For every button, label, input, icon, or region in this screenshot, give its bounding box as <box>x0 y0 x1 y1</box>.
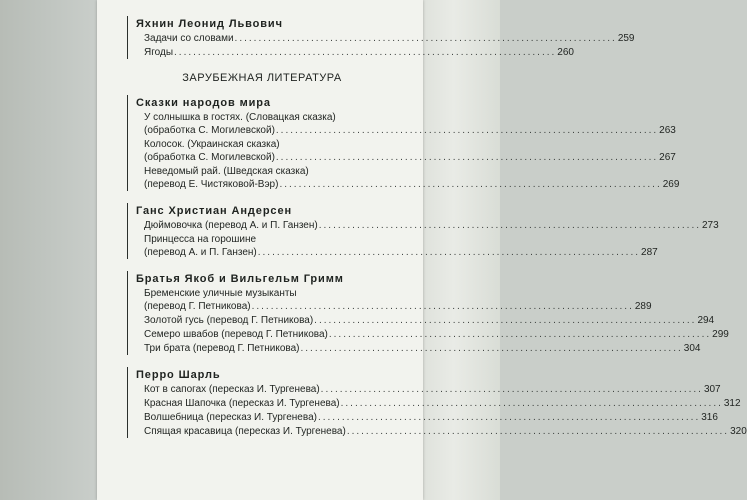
toc-entry[interactable] <box>136 32 635 45</box>
entry-last-line <box>144 314 715 327</box>
entry-last-line <box>144 32 635 45</box>
author-block <box>127 203 719 259</box>
page-number: 269 <box>662 179 680 190</box>
leader-dots: ................................................................................ <box>300 343 683 354</box>
entry-title-line: (перевод А. и П. Ганзен) <box>144 247 257 258</box>
entry-last-line <box>144 46 574 59</box>
author-name: Сказки народов мира <box>136 97 271 109</box>
leader-dots: ................................................................................ <box>320 384 703 395</box>
leader-dots: ................................................................................ <box>314 315 697 326</box>
entry-title-line: Семеро швабов (перевод Г. Петникова) <box>144 329 328 340</box>
entry-last-line <box>144 124 676 137</box>
toc-entry[interactable] <box>136 111 676 137</box>
author-name: Ганс Христиан Андерсен <box>136 205 293 217</box>
leader-dots: ................................................................................ <box>346 426 730 437</box>
entry-last-line <box>144 342 701 355</box>
entry-last-line <box>144 328 729 341</box>
entry-last-line <box>144 151 676 164</box>
toc-entry[interactable] <box>136 165 680 191</box>
page-number: 307 <box>703 384 721 395</box>
entry-title-line: (перевод Г. Петникова) <box>144 301 251 312</box>
page-number: 259 <box>617 33 635 44</box>
table-of-contents <box>127 16 747 450</box>
entry-title-line: Дюймовочка (перевод А. и П. Ганзен) <box>144 220 318 231</box>
toc-entry[interactable] <box>136 397 741 410</box>
page-number: 273 <box>702 220 719 231</box>
page-number: 294 <box>697 315 715 326</box>
leader-dots: ................................................................................ <box>340 398 723 409</box>
entry-title-line: (обработка С. Могилевской) <box>144 125 275 136</box>
toc-entry[interactable] <box>136 342 701 355</box>
entry-title-line: Кот в сапогах (пересказ И. Тургенева) <box>144 384 320 395</box>
entry-title-line: Колосок. (Украинская сказка) <box>144 139 280 150</box>
entry-title-line: Ягоды <box>144 47 174 58</box>
section-title: ЗАРУБЕЖНАЯ ЛИТЕРАТУРА <box>182 72 342 84</box>
entry-last-line <box>144 397 741 410</box>
page-number: 260 <box>557 47 574 58</box>
entry-title-line: Задачи со словами <box>144 33 234 44</box>
toc-entry[interactable] <box>136 233 658 259</box>
entry-last-line <box>144 246 658 259</box>
page-number: 316 <box>701 412 718 423</box>
leader-dots: ................................................................................ <box>234 33 617 44</box>
leader-dots: ................................................................................ <box>279 179 662 190</box>
book-left-edge <box>0 0 97 500</box>
page-number: 289 <box>634 301 652 312</box>
entry-title-line: Неведомый рай. (Шведская сказка) <box>144 166 309 177</box>
entry-last-line <box>144 178 680 191</box>
entry-title-line: Волшебница (пересказ И. Тургенева) <box>144 412 317 423</box>
author-block <box>127 271 729 355</box>
page-number: 263 <box>659 125 676 136</box>
page-number: 320 <box>730 426 747 437</box>
toc-top-blocks <box>127 16 635 59</box>
entry-last-line <box>144 300 652 313</box>
leader-dots: ................................................................................ <box>257 247 641 258</box>
toc-entry[interactable] <box>136 411 718 424</box>
entry-last-line <box>144 425 747 438</box>
leader-dots: ................................................................................ <box>318 220 701 231</box>
toc-entry[interactable] <box>136 46 574 59</box>
toc-entry[interactable] <box>136 383 721 396</box>
author-name: Перро Шарль <box>136 369 221 381</box>
toc-entry[interactable] <box>136 287 652 313</box>
entry-title-line: (обработка С. Могилевской) <box>144 152 275 163</box>
toc-entry[interactable] <box>136 138 676 164</box>
entry-title-line: Три брата (перевод Г. Петникова) <box>144 343 300 354</box>
entry-title-line: Золотой гусь (перевод Г. Петникова) <box>144 315 314 326</box>
author-name: Братья Якоб и Вильгельм Гримм <box>136 273 344 285</box>
entry-title-line: Бременские уличные музыканты <box>144 288 297 299</box>
page-number: 304 <box>683 343 701 354</box>
leader-dots: ................................................................................ <box>328 329 712 340</box>
author-name: Яхнин Леонид Львович <box>136 18 283 30</box>
page-number: 299 <box>712 329 729 340</box>
entry-title-line: У солнышка в гостях. (Словацкая сказка) <box>144 112 336 123</box>
leader-dots: ................................................................................ <box>174 47 557 58</box>
leader-dots: ................................................................................ <box>317 412 701 423</box>
leader-dots: ................................................................................ <box>251 301 634 312</box>
leader-dots: ................................................................................ <box>275 152 659 163</box>
book-page <box>97 0 747 500</box>
author-block <box>127 95 680 191</box>
author-block <box>127 367 747 438</box>
toc-main-blocks <box>127 95 747 438</box>
entry-last-line <box>144 219 719 232</box>
entry-title-line: (перевод Е. Чистяковой-Вэр) <box>144 179 279 190</box>
entry-title-line: Принцесса на горошине <box>144 234 257 245</box>
page-number: 312 <box>723 398 741 409</box>
toc-entry[interactable] <box>136 328 729 341</box>
toc-entry[interactable] <box>136 425 747 438</box>
entry-last-line <box>144 383 721 396</box>
entry-last-line <box>144 411 718 424</box>
toc-entry[interactable] <box>136 314 715 327</box>
toc-entry[interactable] <box>136 219 719 232</box>
author-block <box>127 16 635 59</box>
page-number: 287 <box>641 247 658 258</box>
entry-title-line: Спящая красавица (пересказ И. Тургенева) <box>144 426 346 437</box>
entry-title-line: Красная Шапочка (пересказ И. Тургенева) <box>144 398 340 409</box>
page-number: 267 <box>659 152 676 163</box>
leader-dots: ................................................................................ <box>275 125 659 136</box>
